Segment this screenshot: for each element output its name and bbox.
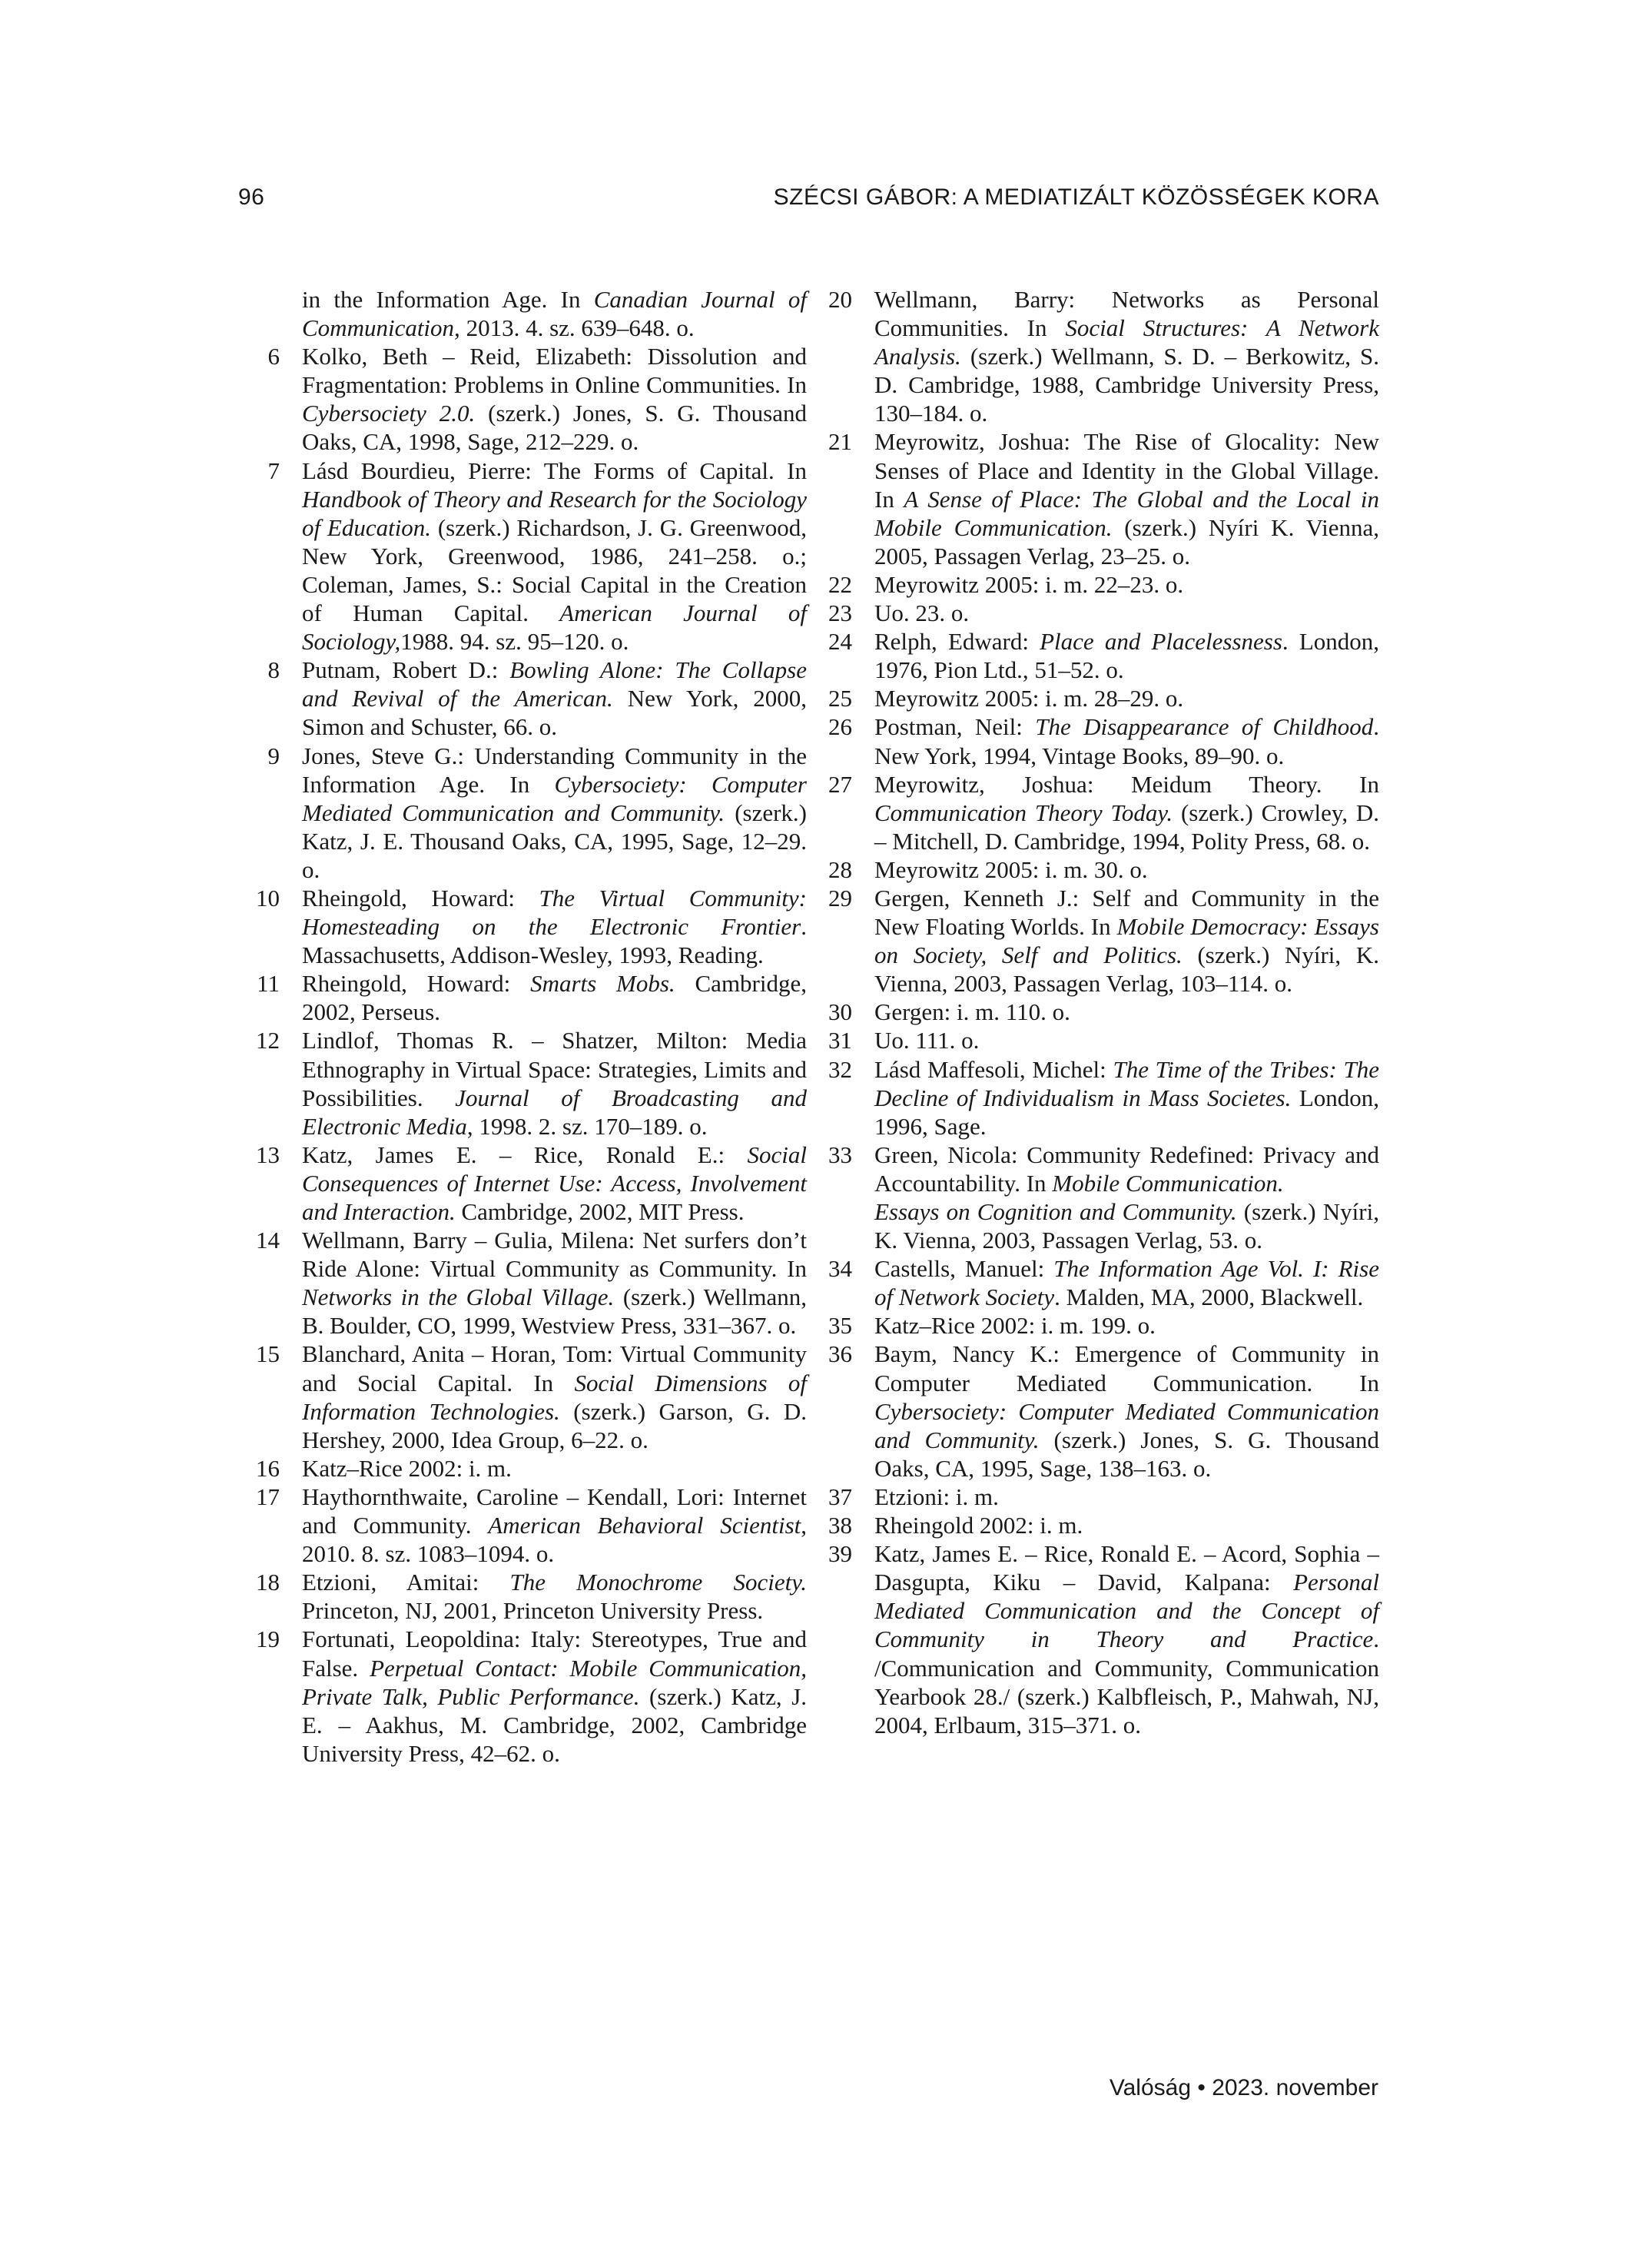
endnote-segment: , 1998. 2. sz. 170–189. o. [466, 1112, 708, 1140]
endnote-text [874, 713, 1379, 769]
endnote-number: 24 [828, 628, 852, 656]
endnote-text [302, 1340, 807, 1453]
endnote-title-italic: Journal of Broadcasting and Electronic Media [302, 1084, 807, 1140]
endnote [818, 1340, 1379, 1482]
endnote-number: 31 [828, 1027, 852, 1054]
endnote-segment: Gergen: i. m. 110. o. [874, 998, 1070, 1026]
endnote [818, 1539, 1379, 1739]
endnote-text [302, 656, 807, 740]
endnote-segment: . New York, 1994, Vintage Books, 89–90. o. [874, 713, 1379, 769]
endnote-text [302, 1227, 807, 1339]
endnote-number: 13 [256, 1141, 280, 1168]
endnote-segment: Meyrowitz, Joshua: Meidum Theory. In [874, 770, 1379, 798]
endnote [246, 342, 807, 456]
endnote-segment: Katz–Rice 2002: i. m. 199. o. [874, 1312, 1156, 1340]
endnote-number: 7 [267, 457, 280, 484]
endnote-segment: Relph, Edward: [874, 628, 1040, 656]
endnote-title-italic: Handbook of Theory and Research for the Sociology of Education. [302, 485, 807, 541]
endnote-title-italic: Place and Placelessness [1040, 628, 1282, 656]
endnote-title-italic: The Information Age Vol. I: Rise of Network Society [874, 1255, 1379, 1311]
endnote-segment: (szerk.) Jones, S. G. Thousand Oaks, CA, 1995, Sage, 138–163. o. [874, 1426, 1379, 1482]
endnote-text [874, 1512, 1083, 1539]
endnote-text [302, 343, 807, 455]
endnote [246, 1026, 807, 1140]
endnote-title-italic: American Journal of Sociology, [302, 599, 807, 656]
endnote-number: 10 [256, 884, 280, 912]
endnote-text [874, 685, 1183, 712]
endnote-segment: Meyrowitz 2005: i. m. 28–29. o. [874, 685, 1184, 712]
endnote [818, 599, 1379, 627]
endnote-segment: Green, Nicola: Community Redefined: Privacy and Accountability. In [874, 1141, 1379, 1197]
endnote-segment: (szerk.) Nyíri, K. Vienna, 2003, Passagen Verlag, 53. o. [874, 1198, 1379, 1254]
endnote-text [874, 1340, 1379, 1481]
endnote-segment: Meyrowitz, Joshua: The Rise of Glocality: New Senses of Place and Identity in the Global Village. In [874, 428, 1379, 513]
endnote-text [874, 1312, 1156, 1339]
endnote-number: 16 [256, 1454, 280, 1482]
endnote-title-italic: A Sense of Place: The Global and the Local in Mobile Communication. [874, 485, 1379, 541]
endnote [246, 1454, 807, 1483]
endnote-number: 29 [828, 884, 852, 912]
endnote-text [874, 1056, 1379, 1140]
endnote-number: 22 [828, 570, 852, 598]
endnote-number: 37 [828, 1483, 852, 1510]
endnote-text [874, 628, 1379, 683]
endnote-segment: Etzioni: i. m. [874, 1483, 999, 1510]
endnote-number: 18 [256, 1569, 280, 1596]
endnote-title-italic: The Virtual Community: Homesteading on the Electronic Frontier [302, 884, 807, 941]
endnote-title-italic: Communication Theory Today. [874, 799, 1173, 826]
endnote-title-italic: Social Dimensions of Information Technologies. [302, 1369, 807, 1425]
endnote-title-italic: Social Consequences of Internet Use: Access, Involvement and Interaction. [302, 1141, 807, 1225]
running-title: SZÉCSI GÁBOR: A MEDIATIZÁLT KÖZÖSSÉGEK KORA [773, 184, 1379, 210]
endnote-text [874, 1483, 999, 1510]
endnote-segment: . Massachusetts, Addison-Wesley, 1993, Reading. [302, 913, 807, 969]
endnote [246, 884, 807, 969]
endnote-segment: Katz, James E. – Rice, Ronald E.: [302, 1141, 748, 1168]
endnote-title-italic: Essays on Cognition and Community. [874, 1198, 1237, 1225]
endnote-number: 9 [267, 742, 280, 769]
endnote-text [874, 1255, 1379, 1310]
endnote-text [302, 1483, 807, 1567]
endnote [246, 1483, 807, 1568]
endnote-number: 15 [256, 1340, 280, 1368]
endnote-text [874, 856, 1148, 883]
endnote-segment: Meyrowitz 2005: i. m. 22–23. o. [874, 570, 1184, 598]
endnote-segment: Fortunati, Leopoldina: Italy: Stereotypes, True and False. [302, 1625, 807, 1682]
endnote-title-italic: The Time of the Tribes: The Decline of Individualism in Mass Societes. [874, 1055, 1379, 1111]
endnote-title-italic: Cybersociety 2.0. [302, 400, 476, 427]
endnote-text [874, 571, 1183, 598]
endnote [818, 1483, 1379, 1511]
endnote [246, 1340, 807, 1453]
endnote-segment: (szerk.) Wellmann, S. D. – Berkowitz, S. D. Cambridge, 1988, Cambridge University Press, 130–184. o. [874, 343, 1379, 427]
endnote-segment: London, 1996, Sage. [874, 1084, 1380, 1140]
endnote-number: 28 [828, 855, 852, 883]
notes-column-left [246, 285, 807, 1768]
endnote-segment: Uo. 23. o. [874, 599, 970, 627]
endnote-segment: Haythornthwaite, Caroline – Kendall, Lori: Internet and Community. [302, 1483, 807, 1539]
endnote-title-italic: Personal Mediated Communication and the Concept of Community in Theory and Practice [874, 1569, 1379, 1653]
endnote-segment: Wellmann, Barry – Gulia, Milena: Net surfers don’t Ride Alone: Virtual Community as Community. In [302, 1227, 807, 1283]
endnote-segment: Uo. 111. o. [874, 1027, 980, 1054]
endnote-segment: Katz–Rice 2002: i. m. [302, 1454, 512, 1482]
endnote-segment: Cambridge, 2002, MIT Press. [455, 1198, 745, 1225]
endnote-segment: Cambridge, 2002, Perseus. [302, 970, 808, 1026]
endnote-segment: (szerk.) Crowley, D. – Mitchell, D. Cambridge, 1994, Polity Press, 68. o. [874, 799, 1379, 855]
endnote-text [302, 1625, 807, 1766]
endnote-title-italic: Perpetual Contact: Mobile Communication, Private Talk, Public Performance. [302, 1654, 807, 1710]
endnote-title-italic: American Behavioral Scientist [488, 1512, 801, 1539]
endnote-segment: , 2010. 8. sz. 1083–1094. o. [302, 1512, 808, 1568]
endnote-segment: Castells, Manuel: [874, 1255, 1054, 1283]
endnote-text [302, 1027, 807, 1139]
endnote-text [302, 457, 807, 656]
endnote [246, 1625, 807, 1767]
endnote-text [874, 1141, 1379, 1254]
endnote-segment: (szerk.) Richardson, J. G. Greenwood, New York, Greenwood, 1986, 241–258. o.; Coleman, James, S.: Social Capital in the Creation of Human Capital. [302, 513, 807, 627]
endnote-text [302, 885, 807, 968]
endnote-text [302, 970, 807, 1025]
endnote [818, 427, 1379, 569]
endnote-number: 20 [828, 286, 852, 313]
endnote-segment: (szerk.) Nyíri K. Vienna, 2005, Passagen Verlag, 23–25. o. [874, 513, 1380, 569]
endnote-segment: . London, 1976, Pion Ltd., 51–52. o. [874, 628, 1379, 684]
endnote-number: 14 [256, 1227, 280, 1254]
endnote-segment: (szerk.) Katz, J. E. – Aakhus, M. Cambridge, 2002, Cambridge University Press, 42–62. o. [302, 1682, 808, 1767]
endnote [818, 855, 1379, 884]
endnote-text [302, 286, 807, 341]
endnote [818, 1254, 1379, 1311]
endnote-number: 27 [828, 770, 852, 798]
endnote-segment: Kolko, Beth – Reid, Elizabeth: Dissolution and Fragmentation: Problems in Online Communities. In [302, 343, 807, 399]
endnote-segment: in the Information Age. In [302, 286, 594, 313]
endnote [818, 884, 1379, 998]
endnote-segment: Baym, Nancy K.: Emergence of Community in Computer Mediated Communication. In [874, 1340, 1379, 1396]
endnote-segment: Rheingold, Howard: [302, 884, 539, 912]
endnote-title-italic: Social Structures: A Network Analysis. [874, 314, 1379, 370]
endnote [818, 770, 1379, 855]
endnote-number: 25 [828, 685, 852, 712]
endnote-text [874, 885, 1379, 997]
endnote-title-italic: Bowling Alone: The Collapse and Revival of the American. [302, 656, 807, 712]
endnote-segment: Rheingold 2002: i. m. [874, 1512, 1083, 1539]
endnote-text [302, 742, 807, 883]
notes-column-right [818, 285, 1379, 1739]
endnote-text [302, 1141, 807, 1225]
endnote-segment: Etzioni, Amitai: [302, 1569, 510, 1596]
endnote [818, 1026, 1379, 1054]
endnote-title-italic: Canadian Journal of Communication, [302, 286, 807, 342]
endnote-text [874, 771, 1379, 855]
endnote [818, 1511, 1379, 1539]
endnote-segment: 1988. 94. sz. 95–120. o. [400, 628, 629, 656]
endnote [246, 969, 807, 1026]
endnote [246, 1568, 807, 1625]
endnote [818, 570, 1379, 599]
endnote-title-italic: Cybersociety: Computer Mediated Communication and Community. [874, 1397, 1379, 1453]
endnote-segment: Postman, Neil: [874, 713, 1036, 741]
endnote [818, 1311, 1379, 1340]
endnote [818, 627, 1379, 684]
endnote-number: 38 [828, 1512, 852, 1539]
endnote-number: 34 [828, 1255, 852, 1283]
endnote-text [874, 1027, 979, 1054]
endnote-segment: (szerk.) Garson, G. D. Hershey, 2000, Idea Group, 6–22. o. [302, 1397, 807, 1453]
endnote-number: 23 [828, 599, 852, 627]
endnote-number: 21 [828, 428, 852, 456]
endnote-title-italic: Mobile Communication. [1052, 1169, 1284, 1197]
endnote-number: 8 [267, 656, 280, 684]
endnote-title-italic: The Disappearance of Childhood [1035, 713, 1374, 741]
endnote [246, 1226, 807, 1340]
endnote-segment: Princeton, NJ, 2001, Princeton University Press. [302, 1597, 764, 1625]
endnote-text [302, 1455, 512, 1482]
endnote-segment: Lindlof, Thomas R. – Shatzer, Milton: Media Ethnography in Virtual Space: Strategies, Limits and Possibilities. [302, 1027, 807, 1111]
running-header [238, 184, 1379, 223]
endnote-number: 11 [257, 970, 280, 998]
endnote-number: 19 [256, 1625, 280, 1653]
endnote [246, 285, 807, 342]
endnote-number: 30 [828, 998, 852, 1026]
page-number: 96 [238, 184, 265, 210]
endnote [818, 1141, 1379, 1254]
endnote-segment: New York, 2000, Simon and Schuster, 66. o. [302, 685, 807, 741]
endnote [818, 285, 1379, 427]
endnote-segment: (szerk.) Katz, J. E. Thousand Oaks, CA, 1995, Sage, 12–29. o. [302, 799, 807, 883]
endnote-segment: Wellmann, Barry: Networks as Personal Communities. In [874, 286, 1379, 342]
endnote-title-italic: The Monochrome Society. [509, 1569, 807, 1596]
endnote-segment: Blanchard, Anita – Horan, Tom: Virtual Community and Social Capital. In [302, 1340, 807, 1396]
endnote-segment: Lásd Bourdieu, Pierre: The Forms of Capital. In [302, 457, 807, 484]
endnote-title-italic: Smarts Mobs. [530, 970, 675, 998]
endnote-title-italic: Networks in the Global Village. [302, 1283, 615, 1311]
endnote [818, 998, 1379, 1026]
endnote-title-italic: Mobile Democracy: Essays on Society, Self and Politics. [874, 913, 1379, 969]
endnote-text [874, 998, 1070, 1025]
endnote-segment: . Malden, MA, 2000, Blackwell. [1054, 1283, 1364, 1311]
endnote [818, 712, 1379, 769]
endnote-title-italic: Cybersociety: Computer Mediated Communication and Community. [302, 770, 807, 826]
endnote-text [874, 1540, 1379, 1738]
endnote-number: 26 [828, 713, 852, 741]
endnote-number: 35 [828, 1312, 852, 1340]
endnote-text [874, 599, 969, 626]
endnote-segment: Lásd Maffesoli, Michel: [874, 1055, 1113, 1083]
endnote-segment: (szerk.) Nyíri, K. Vienna, 2003, Passagen Verlag, 103–114. o. [874, 941, 1379, 998]
endnote-number: 36 [828, 1340, 852, 1368]
endnote-segment: Katz, James E. – Rice, Ronald E. – Acord, Sophia – Dasgupta, Kiku – David, Kalpana: [874, 1540, 1379, 1596]
endnote-segment: . /Communication and Community, Communication Yearbook 28./ (szerk.) Kalbfleisch, P., Mahwah, NJ, 2004, Erlbaum, 315–371. o. [874, 1625, 1379, 1738]
endnote-segment: Meyrowitz 2005: i. m. 30. o. [874, 855, 1148, 883]
endnote [818, 684, 1379, 712]
endnote [818, 1055, 1379, 1141]
endnote-segment: Rheingold, Howard: [302, 970, 531, 998]
endnote-number: 39 [828, 1540, 852, 1568]
endnote [246, 742, 807, 884]
endnote-segment: 2013. 4. sz. 639–648. o. [459, 314, 695, 342]
endnote [246, 656, 807, 741]
endnote-number: 6 [267, 343, 280, 370]
endnote-number: 17 [256, 1483, 280, 1510]
endnote-number: 33 [828, 1141, 852, 1168]
endnote-number: 12 [256, 1027, 280, 1054]
endnote-segment: Putnam, Robert D.: [302, 656, 510, 684]
endnote [246, 1141, 807, 1226]
endnote-text [874, 286, 1379, 427]
endnote-segment: (szerk.) Wellmann, B. Boulder, CO, 1999, Westview Press, 331–367. o. [302, 1283, 807, 1340]
endnote-segment: Jones, Steve G.: Understanding Community in the Information Age. In [302, 742, 807, 798]
endnote-segment: Gergen, Kenneth J.: Self and Community in the New Floating Worlds. In [874, 884, 1379, 941]
endnote-number: 32 [828, 1055, 852, 1083]
endnote [246, 457, 807, 656]
journal-footer: Valóság • 2023. november [1109, 2075, 1378, 2100]
endnote-text [302, 1569, 807, 1624]
endnote-text [874, 428, 1379, 569]
endnote-segment: (szerk.) Jones, S. G. Thousand Oaks, CA, 1998, Sage, 212–229. o. [302, 400, 807, 456]
